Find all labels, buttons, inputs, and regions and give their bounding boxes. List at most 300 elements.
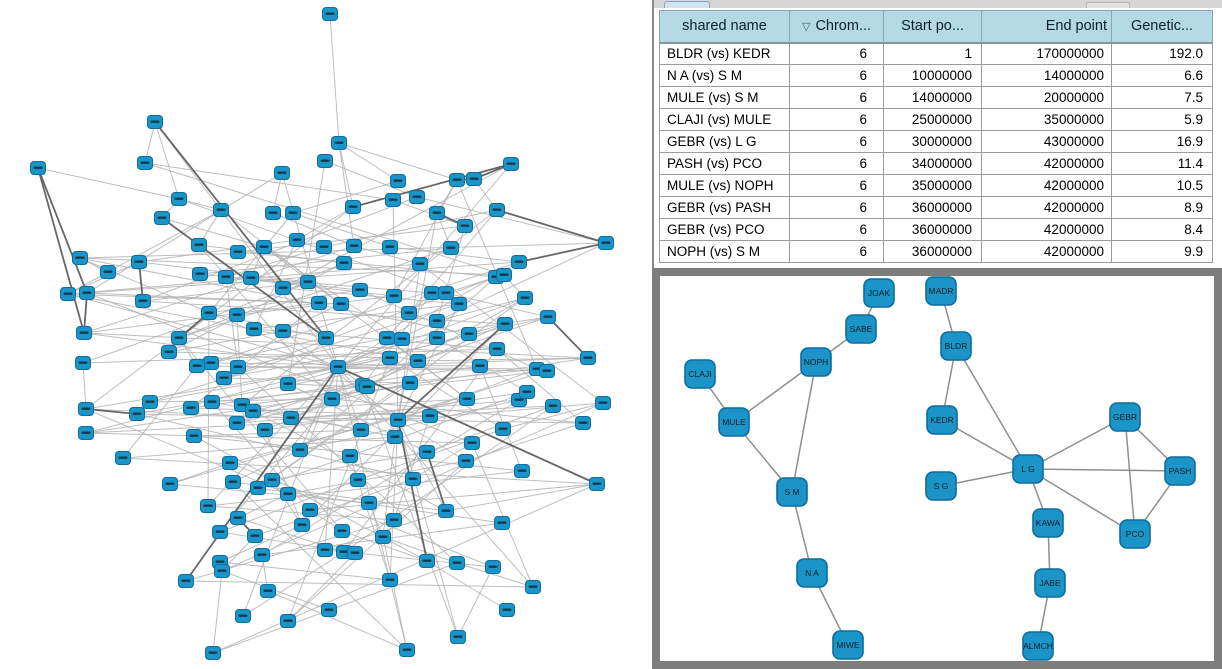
node-label-glyph: [325, 609, 334, 611]
network-node[interactable]: [116, 452, 131, 465]
subnetwork-node-label: N A: [805, 568, 819, 578]
network-node[interactable]: [512, 256, 527, 269]
network-node[interactable]: [520, 386, 535, 399]
filter-icon[interactable]: ▽: [801, 21, 811, 34]
network-node[interactable]: [360, 381, 375, 394]
table-row[interactable]: [660, 241, 1213, 263]
network-node[interactable]: [439, 505, 454, 518]
subnetwork-node-label: KAWA: [1035, 518, 1061, 528]
table-row[interactable]: [660, 131, 1213, 153]
network-node[interactable]: [546, 400, 561, 413]
network-node[interactable]: [450, 557, 465, 570]
network-node[interactable]: [458, 220, 473, 233]
network-node[interactable]: [248, 530, 263, 543]
node-label-glyph: [365, 502, 374, 504]
network-node[interactable]: [236, 610, 251, 623]
table-row[interactable]: [660, 109, 1213, 131]
network-node[interactable]: [255, 549, 270, 562]
network-node[interactable]: [423, 410, 438, 423]
network-node[interactable]: [132, 256, 147, 269]
network-node[interactable]: [473, 360, 488, 373]
network-node[interactable]: [460, 393, 475, 406]
network-node[interactable]: [387, 514, 402, 527]
network-node[interactable]: [231, 246, 246, 259]
node-label-glyph: [350, 245, 359, 247]
network-node[interactable]: [73, 252, 88, 265]
network-node[interactable]: [130, 408, 145, 421]
node-label-glyph: [151, 121, 160, 123]
network-node[interactable]: [286, 207, 301, 220]
subnetwork-node-mule[interactable]: [719, 408, 749, 436]
network-node[interactable]: [226, 476, 241, 489]
subnetwork-node-label: JABE: [1039, 578, 1061, 588]
network-node[interactable]: [380, 332, 395, 345]
network-node[interactable]: [599, 237, 614, 250]
network-node[interactable]: [155, 212, 170, 225]
network-node[interactable]: [376, 531, 391, 544]
network-node[interactable]: [230, 417, 245, 430]
node-label-glyph: [501, 323, 510, 325]
node-label-glyph: [493, 348, 502, 350]
network-node[interactable]: [190, 360, 205, 373]
network-node[interactable]: [526, 581, 541, 594]
network-node[interactable]: [219, 271, 234, 284]
network-node[interactable]: [223, 457, 238, 470]
network-node[interactable]: [388, 431, 403, 444]
network-node[interactable]: [462, 328, 477, 341]
subnetwork-node-kedr[interactable]: [927, 406, 957, 434]
node-label-glyph: [104, 271, 113, 273]
network-edge: [208, 313, 209, 506]
table-mini-tab-secondary[interactable]: [1086, 2, 1130, 8]
table-cell: GEBR (vs) PASH: [660, 197, 790, 219]
node-label-glyph: [394, 419, 403, 421]
network-node[interactable]: [459, 455, 474, 468]
network-node[interactable]: [317, 241, 332, 254]
network-node[interactable]: [162, 346, 177, 359]
network-node[interactable]: [266, 207, 281, 220]
network-node[interactable]: [383, 352, 398, 365]
column-header-genetic---[interactable]: Genetic...: [1112, 11, 1213, 43]
network-node[interactable]: [284, 412, 299, 425]
table-cell: NOPH (vs) S M: [660, 241, 790, 263]
network-node[interactable]: [420, 446, 435, 459]
table-cell: 6: [790, 175, 884, 197]
table-row[interactable]: [660, 153, 1213, 175]
node-label-glyph: [544, 316, 553, 318]
subnetwork-node-gebr[interactable]: [1110, 403, 1140, 431]
node-label-glyph: [489, 566, 498, 568]
network-node[interactable]: [231, 361, 246, 374]
network-edge: [339, 143, 398, 181]
table-cell: 16.9: [1112, 131, 1213, 153]
network-node[interactable]: [77, 327, 92, 340]
subnetwork-node-madr[interactable]: [926, 277, 956, 305]
network-edge: [427, 406, 553, 452]
network-node[interactable]: [214, 204, 229, 217]
network-node[interactable]: [331, 361, 346, 374]
network-node[interactable]: [351, 474, 366, 487]
network-node[interactable]: [411, 355, 426, 368]
network-node[interactable]: [346, 201, 361, 214]
network-node[interactable]: [581, 352, 596, 365]
node-label-glyph: [579, 422, 588, 424]
node-label-glyph: [403, 649, 412, 651]
subnetwork-node-label: MADR: [928, 286, 954, 296]
column-header-end-point[interactable]: End point: [982, 11, 1112, 43]
node-label-glyph: [498, 522, 507, 524]
network-node[interactable]: [217, 372, 232, 385]
table-row[interactable]: [660, 219, 1213, 241]
network-node[interactable]: [343, 450, 358, 463]
network-node[interactable]: [410, 191, 425, 204]
network-node[interactable]: [148, 116, 163, 129]
node-label-glyph: [284, 383, 293, 385]
table-cell: 42000000: [982, 175, 1112, 197]
network-node[interactable]: [79, 403, 94, 416]
network-node[interactable]: [337, 257, 352, 270]
network-node[interactable]: [276, 325, 291, 338]
subnetwork-node-label: JOAK: [867, 288, 891, 298]
table-row[interactable]: [660, 43, 1213, 65]
node-label-glyph: [233, 422, 242, 424]
network-node[interactable]: [136, 295, 151, 308]
network-node[interactable]: [497, 269, 512, 282]
network-node[interactable]: [498, 318, 513, 331]
node-label-glyph: [304, 281, 313, 283]
subnetwork-node-bldr[interactable]: [941, 332, 971, 360]
network-node[interactable]: [318, 155, 333, 168]
subnetwork-node-label: BLDR: [944, 341, 968, 351]
subnetwork-node-s-m[interactable]: [777, 478, 807, 506]
node-label-glyph: [139, 300, 148, 302]
network-node[interactable]: [202, 307, 217, 320]
network-node[interactable]: [400, 644, 415, 657]
network-node[interactable]: [413, 258, 428, 271]
table-row[interactable]: [660, 87, 1213, 109]
network-node[interactable]: [504, 158, 519, 171]
network-node[interactable]: [79, 427, 94, 440]
network-node[interactable]: [281, 488, 296, 501]
network-node[interactable]: [490, 343, 505, 356]
network-node[interactable]: [184, 402, 199, 415]
node-label-glyph: [521, 297, 530, 299]
subnetwork-node-label: ALMCH: [1023, 641, 1053, 651]
node-label-glyph: [207, 362, 216, 364]
network-node[interactable]: [403, 377, 418, 390]
node-label-glyph: [64, 293, 73, 295]
network-node[interactable]: [515, 465, 530, 478]
network-node[interactable]: [496, 423, 511, 436]
node-label-glyph: [351, 552, 360, 554]
network-node[interactable]: [187, 430, 202, 443]
table-header-row: [660, 11, 1213, 43]
network-node[interactable]: [275, 167, 290, 180]
node-label-glyph: [196, 273, 205, 275]
network-node[interactable]: [293, 444, 308, 457]
network-node[interactable]: [430, 315, 445, 328]
subnetwork-node-label: GEBR: [1112, 412, 1138, 422]
network-node[interactable]: [334, 298, 349, 311]
node-label-glyph: [315, 302, 324, 304]
network-node[interactable]: [193, 268, 208, 281]
network-node[interactable]: [425, 287, 440, 300]
network-node[interactable]: [276, 282, 291, 295]
network-node[interactable]: [323, 8, 338, 21]
network-edge: [38, 168, 84, 333]
network-node[interactable]: [192, 239, 207, 252]
network-node[interactable]: [391, 175, 406, 188]
table-cell: 6: [790, 109, 884, 131]
network-node[interactable]: [452, 298, 467, 311]
node-label-glyph: [337, 303, 346, 305]
network-node[interactable]: [335, 525, 350, 538]
node-label-glyph: [453, 562, 462, 564]
network-node[interactable]: [420, 555, 435, 568]
table-row[interactable]: [660, 175, 1213, 197]
subnetwork-node-l-g[interactable]: [1013, 455, 1043, 483]
subnetwork-node-label: L G: [1021, 464, 1035, 474]
network-node[interactable]: [383, 574, 398, 587]
network-node[interactable]: [138, 157, 153, 170]
network-node[interactable]: [354, 424, 369, 437]
node-label-glyph: [264, 590, 273, 592]
node-label-glyph: [279, 330, 288, 332]
node-label-glyph: [493, 209, 502, 211]
network-node[interactable]: [325, 393, 340, 406]
network-edge: [330, 14, 339, 143]
node-label-glyph: [233, 314, 242, 316]
node-label-glyph: [268, 479, 277, 481]
node-label-glyph: [416, 263, 425, 265]
network-node[interactable]: [590, 478, 605, 491]
network-node[interactable]: [312, 297, 327, 310]
subnetwork-node-label: S G: [933, 481, 949, 491]
subnetwork-node-almch[interactable]: [1023, 632, 1053, 660]
node-label-glyph: [357, 429, 366, 431]
network-node[interactable]: [206, 647, 221, 660]
network-node[interactable]: [430, 207, 445, 220]
node-label-glyph: [141, 162, 150, 164]
network-node[interactable]: [386, 194, 401, 207]
network-edge: [339, 143, 353, 207]
network-node[interactable]: [179, 575, 194, 588]
column-header-start-po---[interactable]: Start po...: [884, 11, 982, 43]
node-label-glyph: [119, 457, 128, 459]
subnetwork-node-claji[interactable]: [685, 360, 715, 388]
table-cell: MULE (vs) NOPH: [660, 175, 790, 197]
network-node[interactable]: [430, 332, 445, 345]
network-node[interactable]: [80, 287, 95, 300]
node-label-glyph: [287, 417, 296, 419]
network-node[interactable]: [244, 272, 259, 285]
node-label-glyph: [216, 561, 225, 563]
network-node[interactable]: [172, 332, 187, 345]
network-node[interactable]: [576, 417, 591, 430]
table-cell: 25000000: [884, 109, 982, 131]
node-label-glyph: [190, 435, 199, 437]
network-node[interactable]: [247, 323, 262, 336]
network-node[interactable]: [541, 311, 556, 324]
node-label-glyph: [278, 172, 287, 174]
network-node[interactable]: [301, 276, 316, 289]
node-label-glyph: [260, 246, 269, 248]
node-label-glyph: [599, 402, 608, 404]
table-mini-tab[interactable]: [664, 1, 710, 8]
network-edge: [519, 243, 606, 262]
network-node[interactable]: [163, 478, 178, 491]
node-label-glyph: [82, 432, 91, 434]
network-edge: [213, 571, 222, 653]
network-node[interactable]: [230, 309, 245, 322]
node-label-glyph: [433, 320, 442, 322]
table-cell: 42000000: [982, 219, 1112, 241]
node-label-glyph: [433, 212, 442, 214]
network-node[interactable]: [347, 240, 362, 253]
network-edge: [209, 213, 293, 313]
network-edge: [38, 168, 87, 293]
network-node[interactable]: [406, 473, 421, 486]
network-node[interactable]: [500, 604, 515, 617]
subnetwork-node-joak[interactable]: [864, 279, 894, 307]
network-node[interactable]: [518, 292, 533, 305]
node-label-glyph: [158, 217, 167, 219]
subnetwork-node-pash[interactable]: [1165, 457, 1195, 485]
table-row[interactable]: [660, 65, 1213, 87]
node-label-glyph: [428, 292, 437, 294]
network-node[interactable]: [383, 241, 398, 254]
column-header-chrom---[interactable]: ▽ Chrom...: [790, 11, 884, 43]
node-label-glyph: [462, 460, 471, 462]
network-node[interactable]: [444, 242, 459, 255]
network-node[interactable]: [231, 512, 246, 525]
node-label-glyph: [250, 328, 259, 330]
network-edge: [446, 484, 597, 511]
network-node[interactable]: [290, 234, 305, 247]
network-node[interactable]: [318, 544, 333, 557]
subnetwork-node-kawa[interactable]: [1033, 509, 1063, 537]
network-node[interactable]: [391, 414, 406, 427]
network-node[interactable]: [213, 526, 228, 539]
node-label-glyph: [386, 357, 395, 359]
network-node[interactable]: [303, 504, 318, 517]
network-node[interactable]: [265, 474, 280, 487]
table-cell: GEBR (vs) PCO: [660, 219, 790, 241]
node-label-glyph: [204, 505, 213, 507]
network-node[interactable]: [439, 287, 454, 300]
subnetwork-edge: [792, 362, 816, 492]
network-node[interactable]: [495, 517, 510, 530]
network-node[interactable]: [395, 333, 410, 346]
network-node[interactable]: [261, 585, 276, 598]
node-label-glyph: [406, 382, 415, 384]
node-label-glyph: [454, 636, 463, 638]
node-label-glyph: [349, 206, 358, 208]
network-node[interactable]: [451, 631, 466, 644]
table-cell: 42000000: [982, 197, 1112, 219]
subnetwork-node-s-g[interactable]: [926, 472, 956, 500]
node-label-glyph: [254, 487, 263, 489]
subnetwork-node-pco[interactable]: [1120, 520, 1150, 548]
network-node[interactable]: [281, 378, 296, 391]
network-node[interactable]: [402, 307, 417, 320]
network-node[interactable]: [467, 173, 482, 186]
node-label-glyph: [258, 554, 267, 556]
network-node[interactable]: [61, 288, 76, 301]
network-node[interactable]: [319, 332, 334, 345]
node-label-glyph: [82, 408, 91, 410]
network-node[interactable]: [172, 193, 187, 206]
network-node[interactable]: [246, 405, 261, 418]
network-node[interactable]: [281, 615, 296, 628]
subnetwork-node-miwe[interactable]: [833, 631, 863, 659]
node-label-glyph: [222, 276, 231, 278]
table-panel: [652, 0, 1222, 268]
table-cell: PASH (vs) PCO: [660, 153, 790, 175]
network-node[interactable]: [143, 396, 158, 409]
table-cell: MULE (vs) S M: [660, 87, 790, 109]
node-label-glyph: [234, 251, 243, 253]
network-node[interactable]: [322, 604, 337, 617]
table-cell: 1: [884, 43, 982, 65]
node-label-glyph: [379, 536, 388, 538]
table-cell: 170000000: [982, 43, 1112, 65]
network-node[interactable]: [204, 357, 219, 370]
network-node[interactable]: [101, 266, 116, 279]
network-node[interactable]: [540, 365, 555, 378]
network-node[interactable]: [31, 162, 46, 175]
node-label-glyph: [293, 239, 302, 241]
network-node[interactable]: [353, 284, 368, 297]
subnetwork-node-noph[interactable]: [801, 348, 831, 376]
network-node[interactable]: [215, 565, 230, 578]
sub-network-panel: [652, 268, 1222, 669]
network-node[interactable]: [450, 174, 465, 187]
network-node[interactable]: [362, 497, 377, 510]
network-node[interactable]: [201, 500, 216, 513]
network-node[interactable]: [251, 482, 266, 495]
node-label-glyph: [346, 455, 355, 457]
node-label-glyph: [463, 398, 472, 400]
network-node[interactable]: [596, 397, 611, 410]
column-header-shared-name[interactable]: shared name: [660, 11, 790, 43]
table-row[interactable]: [660, 197, 1213, 219]
node-label-glyph: [261, 429, 270, 431]
network-node[interactable]: [258, 424, 273, 437]
network-node[interactable]: [387, 290, 402, 303]
network-node[interactable]: [490, 204, 505, 217]
subnetwork-node-n-a[interactable]: [797, 559, 827, 587]
node-label-glyph: [321, 160, 330, 162]
network-node[interactable]: [486, 561, 501, 574]
node-label-glyph: [205, 312, 214, 314]
network-node[interactable]: [76, 357, 91, 370]
subnetwork-edge: [956, 346, 1028, 469]
network-node[interactable]: [205, 396, 220, 409]
sub-network-canvas[interactable]: [660, 276, 1214, 661]
network-node[interactable]: [257, 241, 272, 254]
network-node[interactable]: [332, 137, 347, 150]
subnetwork-node-jabe[interactable]: [1035, 569, 1065, 597]
table-cell: 6: [790, 241, 884, 263]
network-node[interactable]: [348, 547, 363, 560]
node-label-glyph: [239, 615, 248, 617]
node-label-glyph: [515, 261, 524, 263]
node-label-glyph: [322, 337, 331, 339]
subnetwork-node-sabe[interactable]: [846, 315, 876, 343]
network-node[interactable]: [295, 519, 310, 532]
network-node[interactable]: [465, 437, 480, 450]
